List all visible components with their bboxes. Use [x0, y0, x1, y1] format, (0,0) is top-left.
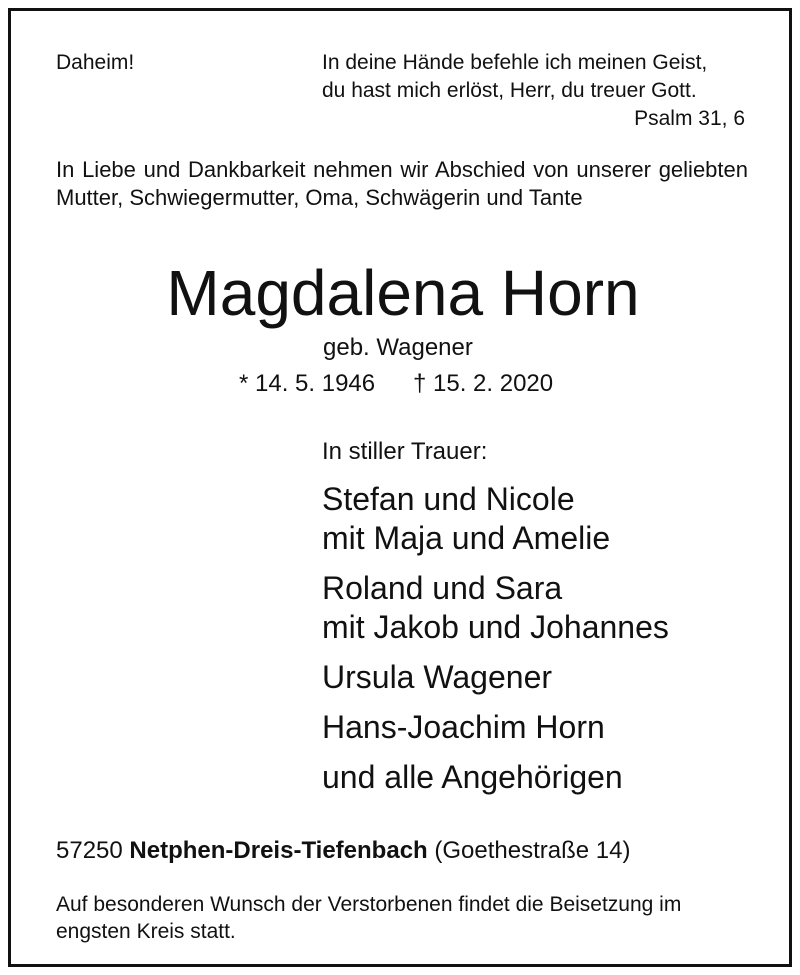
mourner-line: Hans-Joachim Horn [322, 709, 605, 745]
intro-text: In Liebe und Dankbarkeit nehmen wir Abschied von unserer geliebten Mutter, Schwiegermutter, Oma, Schwägerin und Tante [56, 157, 748, 210]
mourner-line: mit Jakob und Johannes [322, 609, 669, 645]
mourner-line: Roland und Sara [322, 570, 563, 606]
street-address: (Goethestraße 14) [434, 837, 631, 864]
address-line [56, 837, 630, 865]
postal-code: 57250 [56, 837, 123, 864]
mourner-line: und alle Angehörigen [322, 759, 623, 795]
mourner-line: Ursula Wagener [322, 659, 553, 695]
mourner-group [322, 758, 669, 797]
mourner-group [322, 708, 669, 747]
mourner-group [322, 480, 669, 558]
verse-line: In deine Hände befehle ich meinen Geist, [322, 51, 708, 74]
obituary-notice [8, 8, 792, 967]
deceased-name: Magdalena Horn [166, 257, 640, 329]
birth-date: * 14. 5. 1946 [239, 370, 376, 397]
mourners-heading: In stiller Trauer: [322, 438, 488, 465]
town-name: Netphen-Dreis-Tiefenbach [129, 837, 428, 864]
burial-note: Auf besonderen Wunsch der Verstorbenen findet die Beisetzung im engsten Kreis statt. [56, 893, 682, 943]
mourner-group [322, 569, 669, 647]
mourners-list [322, 480, 669, 797]
header-left-word: Daheim! [56, 51, 135, 74]
mourner-line: Stefan und Nicole [322, 481, 575, 517]
birth-name: geb. Wagener [323, 334, 473, 361]
mourner-group [322, 658, 669, 697]
verse-line: du hast mich erlöst, Herr, du treuer Gott. [322, 79, 697, 102]
death-date: † 15. 2. 2020 [413, 370, 554, 397]
verse-reference: Psalm 31, 6 [634, 107, 745, 130]
bible-verse [322, 49, 707, 105]
mourner-line: mit Maja und Amelie [322, 520, 611, 556]
